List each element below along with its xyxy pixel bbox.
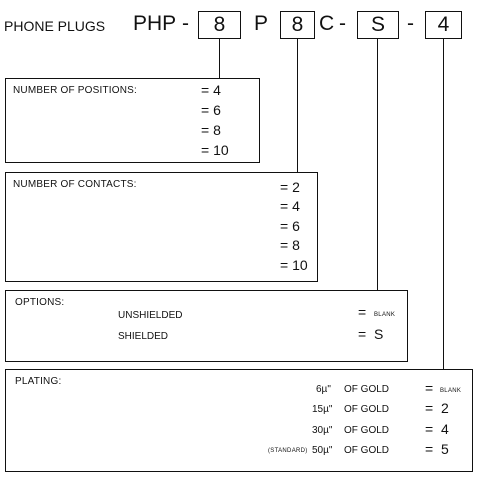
plating-equals: =	[425, 400, 434, 416]
part-dash-1: -	[182, 12, 189, 35]
plating-thickness: 15µ"	[312, 404, 333, 415]
positions-value: = 6	[201, 102, 221, 118]
plating-title: PLATING:	[15, 376, 62, 387]
plating-leader-line	[443, 39, 444, 370]
plating-code-box: 4	[425, 11, 462, 39]
diagram-title: PHONE PLUGS	[4, 18, 106, 34]
plating-code: 2	[441, 400, 449, 416]
positions-code-box: 8	[198, 11, 241, 39]
positions-title: NUMBER OF POSITIONS:	[13, 85, 138, 96]
part-prefix: PHP	[133, 12, 177, 35]
shield-code-box: S	[357, 11, 399, 39]
contacts-value: = 2	[280, 179, 300, 195]
part-dash-2: -	[339, 12, 346, 35]
contacts-leader-line	[297, 39, 298, 173]
part-letter-p: P	[254, 12, 269, 35]
plating-label: OF GOLD	[344, 384, 390, 395]
plating-label: OF GOLD	[344, 445, 390, 456]
contacts-value: = 10	[280, 257, 308, 273]
option-equals: =	[358, 304, 367, 320]
options-title: OPTIONS:	[15, 297, 65, 308]
plating-thickness: 30µ"	[312, 425, 333, 436]
plating-code: 5	[441, 441, 449, 457]
positions-value: = 8	[201, 122, 221, 138]
plating-note: (STANDARD)	[268, 448, 308, 454]
option-equals: =	[358, 326, 367, 342]
part-dash-3: -	[407, 12, 414, 35]
plating-label: OF GOLD	[344, 404, 390, 415]
plating-label: OF GOLD	[344, 425, 390, 436]
option-code: BLANK	[374, 312, 396, 318]
option-label: UNSHIELDED	[118, 310, 183, 321]
plating-equals: =	[425, 421, 434, 437]
contacts-value: = 4	[280, 198, 300, 214]
plating-thickness: 6µ"	[316, 384, 331, 395]
contacts-code-box: 8	[280, 11, 315, 39]
plating-box	[5, 369, 473, 472]
positions-leader-line	[219, 39, 220, 79]
plating-code: 4	[441, 421, 449, 437]
contacts-value: = 6	[280, 218, 300, 234]
positions-value: = 10	[201, 142, 229, 158]
part-letter-c: C	[319, 12, 335, 35]
option-label: SHIELDED	[118, 331, 169, 342]
positions-value: = 4	[201, 82, 221, 98]
contacts-title: NUMBER OF CONTACTS:	[13, 179, 137, 190]
plating-equals: =	[425, 380, 434, 396]
plating-equals: =	[425, 441, 434, 457]
option-code: S	[374, 326, 384, 342]
options-box	[5, 290, 408, 362]
options-leader-line	[377, 39, 378, 291]
plating-code: BLANK	[440, 388, 462, 394]
contacts-value: = 8	[280, 237, 300, 253]
plating-thickness: 50µ"	[312, 445, 333, 456]
